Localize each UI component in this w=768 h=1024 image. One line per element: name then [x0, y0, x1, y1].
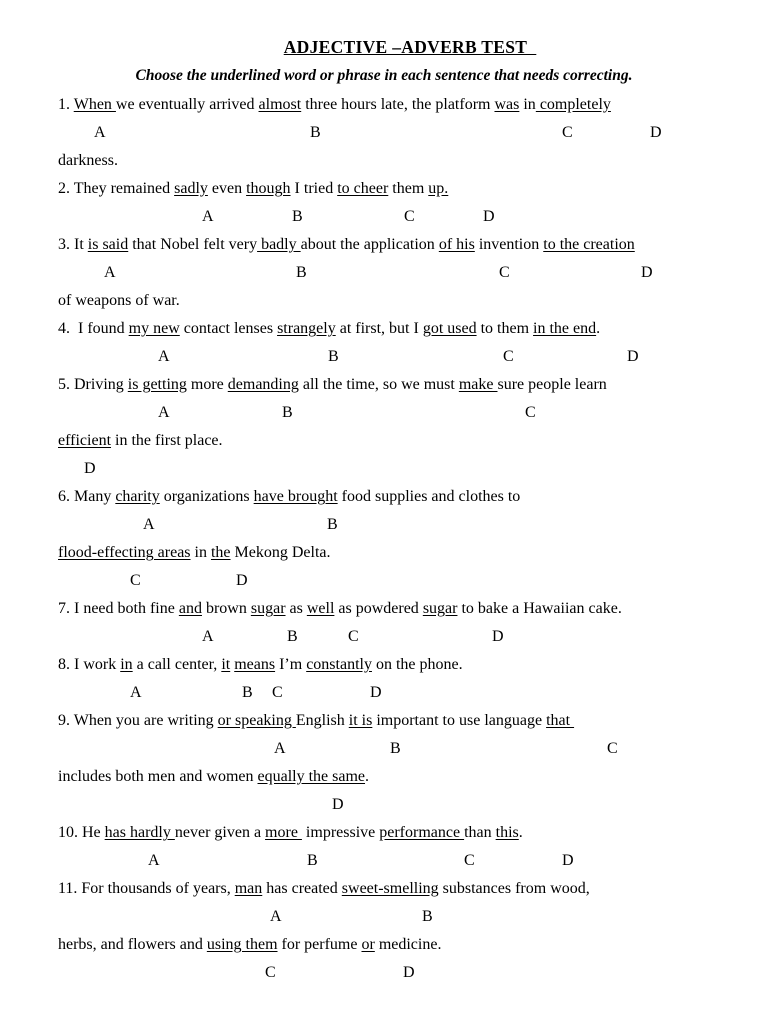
- underlined-phrase: has hardly: [104, 824, 175, 841]
- answer-option-label: B: [422, 908, 433, 925]
- answer-option-label: A: [158, 348, 170, 365]
- sentence-text: I tried: [290, 180, 338, 197]
- sentence-text: contact lenses: [179, 320, 278, 337]
- answer-option-label: B: [328, 348, 339, 365]
- sentence-text: Mekong Delta.: [230, 544, 331, 561]
- answer-option-label: B: [242, 684, 253, 701]
- underlined-phrase: and: [178, 600, 202, 617]
- sentence-text: never given a: [174, 824, 266, 841]
- sentence-text: important to use language: [372, 712, 547, 729]
- answer-option-label: B: [282, 404, 293, 421]
- underlined-phrase: or: [361, 936, 375, 953]
- answer-option-label: B: [310, 124, 321, 141]
- underlined-phrase: was: [494, 96, 520, 113]
- sentence-text: English: [295, 712, 349, 729]
- answer-option-label: A: [148, 852, 160, 869]
- underlined-phrase: to cheer: [337, 180, 389, 197]
- sentence-text: as powdered: [334, 600, 423, 617]
- sentence-text: about the application: [300, 236, 439, 253]
- sentence-text: .: [365, 768, 370, 785]
- sentence-text: to bake a Hawaiian cake.: [457, 600, 622, 617]
- underlined-phrase: sadly: [174, 180, 208, 197]
- answer-option-label: B: [390, 740, 401, 757]
- answer-option-label: D: [403, 964, 415, 981]
- underlined-phrase: up.: [428, 180, 449, 197]
- sentence-text: for perfume: [277, 936, 362, 953]
- sentence-text: 8. I work: [58, 656, 121, 673]
- answer-option-label: D: [562, 852, 574, 869]
- answer-option-label: A: [104, 264, 116, 281]
- sentence-text: 3. It: [58, 236, 88, 253]
- sentence-line: [58, 935, 441, 955]
- answer-option-label: C: [503, 348, 514, 365]
- answer-option-label: B: [292, 208, 303, 225]
- answer-option-label: A: [158, 404, 170, 421]
- underlined-phrase: that: [546, 712, 575, 729]
- answer-option-label: B: [287, 628, 298, 645]
- sentence-text: brown: [201, 600, 251, 617]
- sentence-text: that Nobel felt very: [128, 236, 258, 253]
- answer-option-label: A: [274, 740, 286, 757]
- sentence-text: .: [518, 824, 523, 841]
- answer-option-label: B: [327, 516, 338, 533]
- sentence-text: three hours late, the platform: [301, 96, 495, 113]
- underlined-phrase: it is: [348, 712, 373, 729]
- sentence-text: impressive: [301, 824, 380, 841]
- sentence-line: [58, 319, 600, 339]
- underlined-phrase: efficient: [58, 432, 112, 449]
- underlined-phrase: have brought: [253, 488, 338, 505]
- sentence-text: we eventually arrived: [115, 96, 259, 113]
- sentence-line: [58, 431, 223, 451]
- sentence-line: [58, 179, 448, 199]
- sentence-text: substances from wood,: [438, 880, 590, 897]
- sentence-text: 1.: [58, 96, 74, 113]
- underlined-phrase: it: [221, 656, 231, 673]
- sentence-text: invention: [474, 236, 544, 253]
- answer-option-label: A: [202, 628, 214, 645]
- sentence-text: organizations: [159, 488, 254, 505]
- underlined-phrase: is said: [87, 236, 129, 253]
- underlined-phrase: this: [495, 824, 519, 841]
- answer-option-label: C: [272, 684, 283, 701]
- underlined-phrase: sweet-smelling: [341, 880, 439, 897]
- sentence-text: food supplies and clothes to: [337, 488, 521, 505]
- sentence-text: darkness.: [58, 152, 118, 169]
- sentence-line: [58, 599, 622, 619]
- answer-option-label: D: [627, 348, 639, 365]
- sentence-text: 11. For thousands of years,: [58, 880, 235, 897]
- sentence-line: [58, 655, 463, 675]
- sentence-text: sure people learn: [497, 376, 607, 393]
- underlined-phrase: equally the same: [257, 768, 366, 785]
- answer-option-label: C: [499, 264, 510, 281]
- underlined-phrase: performance: [379, 824, 465, 841]
- answer-option-label: C: [130, 572, 141, 589]
- sentence-line: [58, 711, 574, 731]
- answer-option-label: C: [464, 852, 475, 869]
- sentence-text: 10. He: [58, 824, 105, 841]
- answer-option-label: D: [492, 628, 504, 645]
- underlined-phrase: well: [306, 600, 335, 617]
- sentence-line: [58, 879, 590, 899]
- sentence-text: 9. When you are writing: [58, 712, 218, 729]
- sentence-text: in: [190, 544, 211, 561]
- underlined-phrase: got used: [422, 320, 477, 337]
- sentence-text: 4. I found: [58, 320, 129, 337]
- answer-option-label: D: [483, 208, 495, 225]
- underlined-phrase: to the creation: [543, 236, 635, 253]
- page-title: ADJECTIVE –ADVERB TEST: [283, 37, 537, 57]
- sentence-text: includes both men and women: [58, 768, 258, 785]
- sentence-text: more: [186, 376, 228, 393]
- underlined-phrase: When: [73, 96, 116, 113]
- sentence-line: [58, 95, 611, 115]
- answer-option-label: D: [84, 460, 96, 477]
- sentence-text: all the time, so we must: [298, 376, 459, 393]
- underlined-phrase: the: [210, 544, 231, 561]
- sentence-text: herbs, and flowers and: [58, 936, 207, 953]
- underlined-phrase: almost: [258, 96, 302, 113]
- sentence-text: 2. They remained: [58, 180, 175, 197]
- answer-option-label: A: [130, 684, 142, 701]
- underlined-phrase: charity: [115, 488, 160, 505]
- underlined-phrase: strangely: [277, 320, 336, 337]
- underlined-phrase: or speaking: [217, 712, 296, 729]
- sentence-text: on the phone.: [371, 656, 463, 673]
- answer-option-label: C: [404, 208, 415, 225]
- sentence-line: [58, 235, 635, 255]
- answer-option-label: C: [265, 964, 276, 981]
- sentence-text: in: [519, 96, 536, 113]
- sentence-text: as: [285, 600, 307, 617]
- answer-option-label: C: [607, 740, 618, 757]
- sentence-text: of weapons of war.: [58, 292, 180, 309]
- answer-option-label: D: [650, 124, 662, 141]
- sentence-text: in the first place.: [111, 432, 223, 449]
- answer-option-label: A: [94, 124, 106, 141]
- underlined-phrase: demanding: [227, 376, 299, 393]
- underlined-phrase: man: [234, 880, 263, 897]
- sentence-text: medicine.: [374, 936, 442, 953]
- underlined-phrase: is getting: [127, 376, 187, 393]
- sentence-line: [58, 823, 523, 843]
- underlined-phrase: more: [265, 824, 302, 841]
- sentence-text: than: [464, 824, 496, 841]
- sentence-text: even: [207, 180, 247, 197]
- answer-option-label: B: [307, 852, 318, 869]
- underlined-phrase: flood-effecting areas: [58, 544, 191, 561]
- answer-option-label: C: [562, 124, 573, 141]
- underlined-phrase: sugar: [422, 600, 458, 617]
- answer-option-label: A: [143, 516, 155, 533]
- answer-option-label: D: [332, 796, 344, 813]
- underlined-phrase: my new: [128, 320, 180, 337]
- sentence-line: [58, 767, 369, 787]
- answer-option-label: A: [270, 908, 282, 925]
- sentence-text: 6. Many: [58, 488, 116, 505]
- underlined-phrase: badly: [257, 236, 301, 253]
- underlined-phrase: of his: [438, 236, 475, 253]
- instructions: Choose the underlined word or phrase in each sentence that needs correcting.: [135, 67, 633, 84]
- sentence-text: has created: [262, 880, 342, 897]
- answer-option-label: C: [525, 404, 536, 421]
- answer-option-label: D: [370, 684, 382, 701]
- sentence-line: [58, 375, 607, 395]
- underlined-phrase: make: [458, 376, 498, 393]
- sentence-text: I’m: [275, 656, 307, 673]
- underlined-phrase: in: [120, 656, 133, 673]
- sentence-text: them: [388, 180, 429, 197]
- underlined-phrase: means: [234, 656, 276, 673]
- underlined-phrase: though: [246, 180, 291, 197]
- answer-option-label: D: [236, 572, 248, 589]
- answer-option-label: A: [202, 208, 214, 225]
- sentence-line: [58, 291, 180, 311]
- underlined-phrase: completely: [535, 96, 611, 113]
- sentence-text: 5. Driving: [58, 376, 128, 393]
- answer-option-label: B: [296, 264, 307, 281]
- underlined-phrase: in the end: [533, 320, 597, 337]
- answer-option-label: C: [348, 628, 359, 645]
- underlined-phrase: using them: [206, 936, 278, 953]
- sentence-line: [58, 543, 331, 563]
- sentence-text: 7. I need both fine: [58, 600, 179, 617]
- answer-option-label: D: [641, 264, 653, 281]
- underlined-phrase: constantly: [306, 656, 372, 673]
- sentence-text: at first, but I: [335, 320, 423, 337]
- sentence-line: [58, 151, 118, 171]
- underlined-phrase: sugar: [250, 600, 286, 617]
- sentence-text: to them: [476, 320, 534, 337]
- sentence-text: .: [596, 320, 601, 337]
- sentence-text: a call center,: [132, 656, 222, 673]
- sentence-line: [58, 487, 520, 507]
